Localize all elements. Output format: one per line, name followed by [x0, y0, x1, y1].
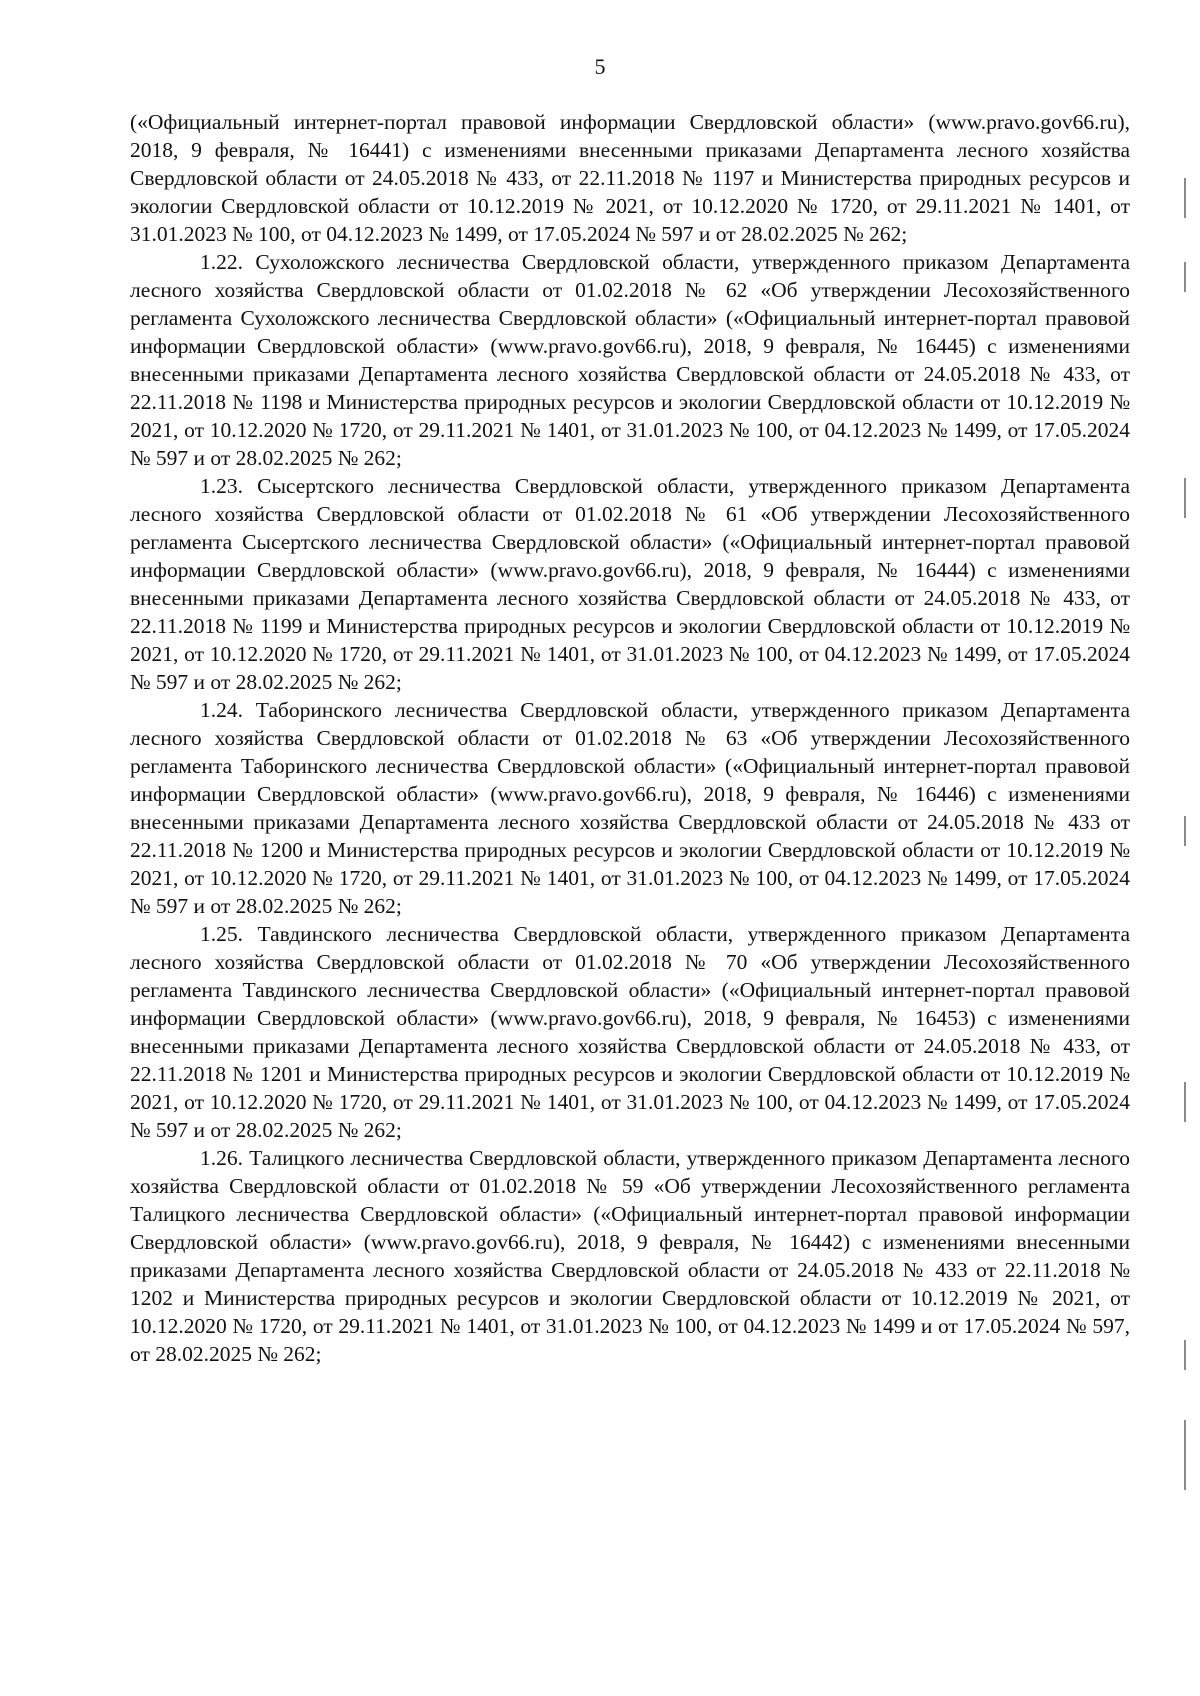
- scan-margin-mark: [1184, 262, 1186, 292]
- scan-margin-mark: [1184, 178, 1186, 218]
- paragraph-1-22: 1.22. Сухоложского лесничества Свердловской области, утвержденного приказом Департамента лесного хозяйства Свердловской области от 01.02.2018 № 62 «Об утверждении Лесохозяйственного регламента Сухоложского лесничества Свердловской области» («Официальный интернет-портал правовой информации Свердловской области» (www.pravo.gov66.ru), 2018, 9 февраля, № 16445) с изменениями внесенными приказами Департамента лесного хозяйства Свердловской области от 24.05.2018 № 433, от 22.11.2018 № 1198 и Министерства природных ресурсов и экологии Свердловской области от 10.12.2019 № 2021, от 10.12.2020 № 1720, от 29.11.2021 № 1401, от 31.01.2023 № 100, от 04.12.2023 № 1499, от 17.05.2024 № 597 и от 28.02.2025 № 262;: [130, 250, 1130, 470]
- scan-margin-mark: [1184, 478, 1186, 518]
- scan-margin-mark: [1184, 1340, 1186, 1370]
- scan-margin-mark: [1184, 816, 1186, 846]
- paragraph-1-26: 1.26. Талицкого лесничества Свердловской области, утвержденного приказом Департамента лесного хозяйства Свердловской области от 01.02.2018 № 59 «Об утверждении Лесохозяйственного регламента Талицкого лесничества Свердловской области» («Официальный интернет-портал правовой информации Свердловской области» (www.pravo.gov66.ru), 2018, 9 февраля, № 16442) с изменениями внесенными приказами Департамента лесного хозяйства Свердловской области от 24.05.2018 № 433 от 22.11.2018 № 1202 и Министерства природных ресурсов и экологии Свердловской области от 10.12.2019 № 2021, от 10.12.2020 № 1720, от 29.11.2021 № 1401, от 31.01.2023 № 100, от 04.12.2023 № 1499 и от 17.05.2024 № 597, от 28.02.2025 № 262;: [130, 1146, 1130, 1366]
- paragraph-1-21-continuation: («Официальный интернет-портал правовой информации Свердловской области» (www.pravo.gov66.ru), 2018, 9 февраля, № 16441) с изменениями внесенными приказами Департамента лесного хозяйства Свердловской области от 24.05.2018 № 433, от 22.11.2018 № 1197 и Министерства природных ресурсов и экологии Свердловской области от 10.12.2019 № 2021, от 10.12.2020 № 1720, от 29.11.2021 № 1401, от 31.01.2023 № 100, от 04.12.2023 № 1499, от 17.05.2024 № 597 и от 28.02.2025 № 262;: [130, 110, 1130, 246]
- scan-margin-mark: [1184, 1082, 1186, 1122]
- document-body: [130, 108, 1130, 1368]
- paragraph-1-25: 1.25. Тавдинского лесничества Свердловской области, утвержденного приказом Департамента лесного хозяйства Свердловской области от 01.02.2018 № 70 «Об утверждении Лесохозяйственного регламента Тавдинского лесничества Свердловской области» («Официальный интернет-портал правовой информации Свердловской области» (www.pravo.gov66.ru), 2018, 9 февраля, № 16453) с изменениями внесенными приказами Департамента лесного хозяйства Свердловской области от 24.05.2018 № 433, от 22.11.2018 № 1201 и Министерства природных ресурсов и экологии Свердловской области от 10.12.2019 № 2021, от 10.12.2020 № 1720, от 29.11.2021 № 1401, от 31.01.2023 № 100, от 04.12.2023 № 1499, от 17.05.2024 № 597 и от 28.02.2025 № 262;: [130, 922, 1130, 1142]
- scan-margin-mark: [1184, 1420, 1186, 1490]
- paragraph-1-24: 1.24. Таборинского лесничества Свердловской области, утвержденного приказом Департамента лесного хозяйства Свердловской области от 01.02.2018 № 63 «Об утверждении Лесохозяйственного регламента Таборинского лесничества Свердловской области» («Официальный интернет-портал правовой информации Свердловской области» (www.pravo.gov66.ru), 2018, 9 февраля, № 16446) с изменениями внесенными приказами Департамента лесного хозяйства Свердловской области от 24.05.2018 № 433 от 22.11.2018 № 1200 и Министерства природных ресурсов и экологии Свердловской области от 10.12.2019 № 2021, от 10.12.2020 № 1720, от 29.11.2021 № 1401, от 31.01.2023 № 100, от 04.12.2023 № 1499, от 17.05.2024 № 597 и от 28.02.2025 № 262;: [130, 698, 1130, 918]
- paragraph-1-23: 1.23. Сысертского лесничества Свердловской области, утвержденного приказом Департамента лесного хозяйства Свердловской области от 01.02.2018 № 61 «Об утверждении Лесохозяйственного регламента Сысертского лесничества Свердловской области» («Официальный интернет-портал правовой информации Свердловской области» (www.pravo.gov66.ru), 2018, 9 февраля, № 16444) с изменениями внесенными приказами Департамента лесного хозяйства Свердловской области от 24.05.2018 № 433, от 22.11.2018 № 1199 и Министерства природных ресурсов и экологии Свердловской области от 10.12.2019 № 2021, от 10.12.2020 № 1720, от 29.11.2021 № 1401, от 31.01.2023 № 100, от 04.12.2023 № 1499, от 17.05.2024 № 597 и от 28.02.2025 № 262;: [130, 474, 1130, 694]
- page-number: 5: [594, 54, 606, 79]
